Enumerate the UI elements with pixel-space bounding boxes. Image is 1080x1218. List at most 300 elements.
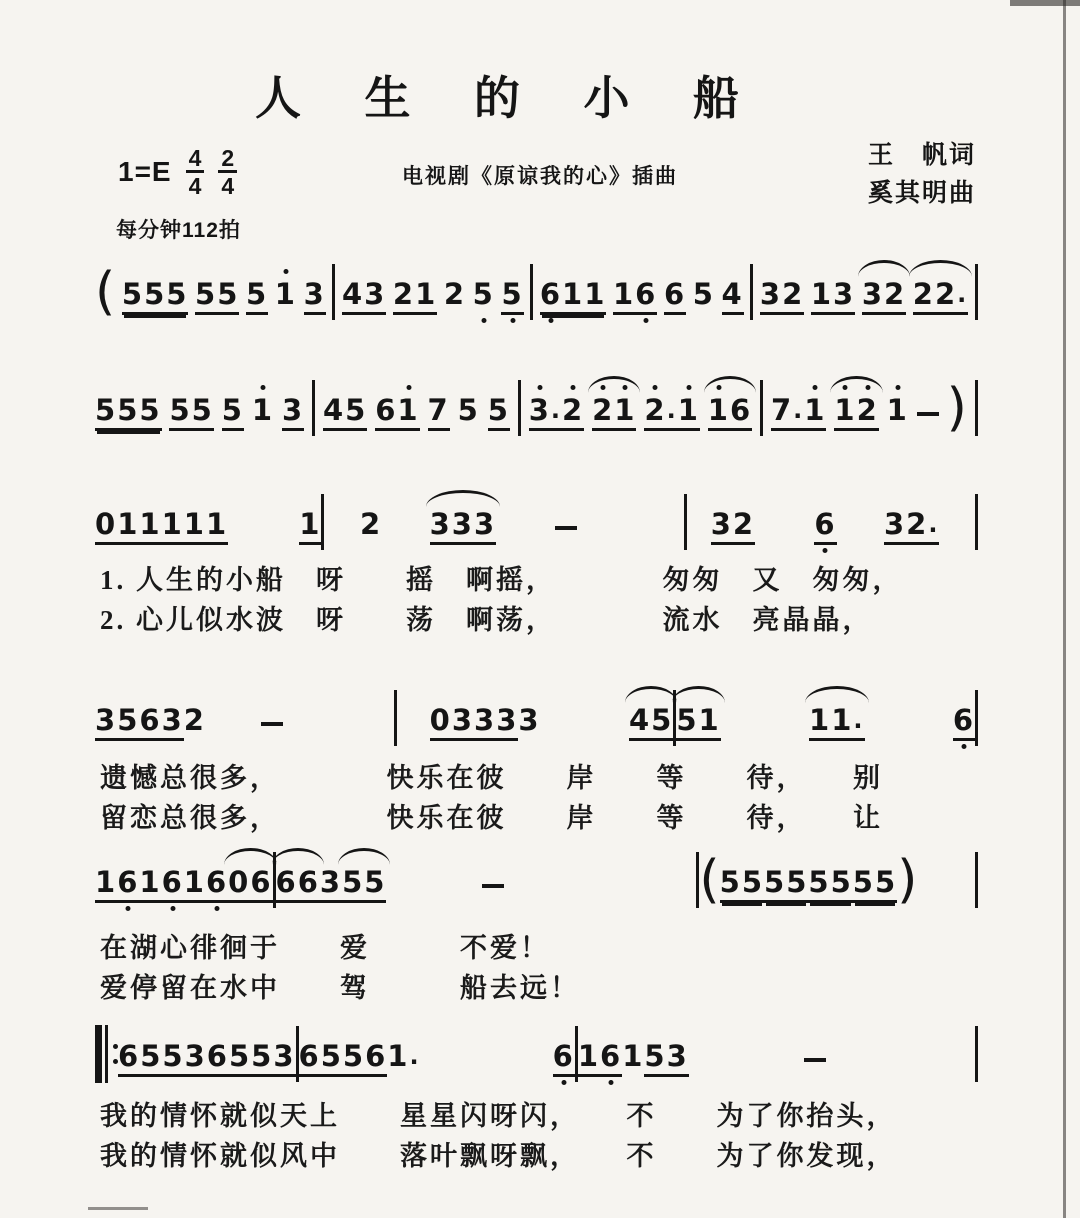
note-digits	[228, 866, 272, 903]
note-digit: 5	[852, 865, 875, 899]
dash-note	[482, 884, 504, 888]
music-line-2	[95, 374, 978, 458]
music-line-6	[95, 1020, 978, 1104]
low-octave-dot	[961, 744, 966, 749]
note-digit: 5	[195, 277, 218, 311]
note-group	[814, 488, 836, 545]
note-digit: 3	[883, 507, 907, 541]
note-group	[887, 374, 909, 426]
high-octave-dot	[406, 385, 411, 390]
note-group	[518, 684, 540, 736]
note-group	[222, 374, 244, 431]
note-group	[342, 258, 386, 315]
note-group	[722, 258, 744, 315]
slur-arc	[858, 260, 910, 277]
note-digit: 3	[273, 1039, 296, 1073]
note-group	[428, 374, 450, 431]
note-group	[139, 846, 183, 903]
note-digits	[708, 394, 752, 431]
note-group	[809, 684, 865, 741]
note-digit: 3	[529, 394, 551, 426]
note-digit: 4	[341, 277, 365, 311]
note-digit: 1	[299, 507, 322, 541]
note-digit: 5	[217, 277, 240, 311]
note-digit: 1	[678, 394, 700, 426]
lyrics-block-4	[100, 1096, 990, 1176]
low-octave-dot	[609, 1080, 614, 1085]
note-digits	[430, 508, 497, 545]
note-group	[473, 258, 495, 310]
note-digits	[474, 704, 518, 741]
high-octave-dot	[716, 385, 721, 390]
note-group	[195, 258, 239, 315]
note-digit: 2	[592, 394, 614, 426]
note-digit: 3	[451, 703, 475, 737]
note-digit: 5	[95, 393, 118, 427]
note-digits	[884, 508, 940, 545]
lyric-line-verse1: 我的情怀就似天上 星星闪呀闪， 不 为了你抬头，	[100, 1101, 897, 1131]
note-digit: 1	[612, 277, 636, 311]
note-digit: 5	[874, 865, 898, 899]
slur-arc	[272, 848, 324, 865]
low-octave-dot	[561, 1080, 566, 1085]
lyric-line-verse2: 我的情怀就似风中 落叶飘呀飘， 不 为了你发现，	[100, 1141, 897, 1171]
note-digits	[299, 508, 321, 545]
augmentation-dot: .	[550, 396, 562, 424]
note-group	[184, 488, 228, 545]
note-group	[95, 374, 162, 431]
song-title: 人 生 的 小 船	[255, 73, 765, 124]
note-digits	[644, 394, 700, 431]
note-digits	[444, 278, 466, 310]
note-group	[95, 684, 139, 741]
note-digit: 5	[320, 1039, 343, 1073]
note-digit: 2	[906, 507, 929, 541]
note-digits	[95, 704, 139, 741]
note-digit: 1	[810, 277, 834, 311]
note-digits	[529, 394, 585, 431]
note-digits	[518, 704, 540, 736]
note-digits	[343, 1040, 387, 1077]
note-digit: 1	[275, 278, 297, 310]
note-digits	[428, 394, 450, 431]
note-digits	[814, 508, 836, 545]
barline	[975, 380, 978, 436]
augmentation-dot: .	[853, 706, 865, 734]
note-digit: 1	[614, 394, 636, 426]
note-digit: 3	[161, 703, 184, 737]
note-digit: 3	[95, 703, 118, 737]
note-digits	[720, 866, 764, 903]
note-group	[592, 374, 636, 431]
note-group	[853, 846, 897, 903]
note-digit: 3	[710, 507, 733, 541]
barline	[760, 380, 763, 436]
note-digit: 5	[644, 1039, 667, 1073]
note-group	[207, 1020, 251, 1077]
slur-arc	[909, 260, 973, 277]
note-digit: 5	[651, 703, 674, 737]
note-group	[676, 684, 720, 741]
barline	[975, 852, 978, 908]
note-group	[228, 846, 272, 903]
note-digit: 2	[183, 703, 206, 737]
barline	[312, 380, 315, 436]
note-group	[184, 846, 228, 903]
low-octave-dot	[215, 906, 220, 911]
note-digit: 2	[912, 277, 935, 311]
note-group	[282, 374, 304, 431]
note-digits	[764, 866, 808, 903]
note-group	[720, 846, 764, 903]
note-digits	[95, 866, 139, 903]
slur-arc	[588, 376, 640, 393]
note-group	[540, 258, 607, 315]
low-octave-dot	[548, 318, 553, 323]
note-group	[343, 1020, 387, 1077]
key-signature: 1=E	[118, 156, 172, 188]
note-group	[299, 1020, 343, 1077]
high-octave-dot	[895, 385, 900, 390]
slur-arc	[426, 490, 501, 507]
high-octave-dot	[813, 385, 818, 390]
slur-arc	[805, 686, 869, 703]
note-digits	[118, 1040, 162, 1077]
note-digit: 6	[206, 1039, 229, 1073]
note-digits	[195, 278, 239, 315]
scan-edge-artifact	[88, 1207, 148, 1210]
time-signature-2-4: $\frac{2}{4}$	[218, 146, 237, 198]
note-group	[430, 488, 497, 545]
barline	[394, 690, 397, 746]
note-digit: 6	[635, 278, 657, 310]
note-digits	[711, 508, 755, 545]
repeat-thin-bar	[105, 1025, 108, 1083]
note-digit: 2	[562, 394, 584, 426]
note-digits	[387, 1040, 420, 1072]
parenthesis: (	[699, 850, 720, 910]
barline	[530, 264, 533, 320]
note-digit: 5	[162, 1039, 185, 1073]
lyric-line-verse1: 遗憾总很多， 快乐在彼 岸 等 待， 别	[100, 763, 883, 793]
note-group	[393, 258, 437, 315]
note-digit: 4	[628, 703, 652, 737]
note-digits	[722, 278, 744, 315]
slur-arc	[704, 376, 756, 393]
note-digit: 6	[375, 393, 398, 427]
note-digits	[664, 278, 686, 315]
note-digit: 6	[553, 1040, 575, 1072]
note-digits	[473, 278, 495, 310]
note-digits	[184, 704, 206, 736]
note-digits	[676, 704, 720, 741]
note-digit: 5	[191, 393, 214, 427]
note-digits	[622, 1040, 644, 1072]
note-digit: 1	[95, 865, 118, 899]
note-digit: 1	[887, 394, 909, 426]
parenthesis: )	[946, 378, 967, 438]
note-digit: 5	[144, 277, 167, 311]
note-digit: 2	[782, 277, 805, 311]
note-digit: 2	[443, 277, 467, 311]
note-digit: 5	[139, 393, 162, 427]
note-digits	[122, 278, 189, 315]
note-digits	[458, 394, 480, 426]
note-digit: 5	[457, 393, 480, 427]
slur-arc	[338, 848, 390, 865]
note-digits	[771, 394, 827, 431]
note-digit: 6	[600, 1040, 622, 1072]
barline	[750, 264, 753, 320]
note-digits	[913, 278, 969, 315]
note-digits	[578, 1040, 622, 1077]
high-octave-dot	[686, 385, 691, 390]
note-digits	[139, 866, 183, 903]
note-digits	[393, 278, 437, 315]
note-digit: 6	[729, 393, 753, 427]
note-group	[304, 258, 326, 315]
low-octave-dot	[823, 548, 828, 553]
dash-note	[261, 722, 283, 726]
note-digits	[184, 508, 228, 545]
dash-note	[917, 412, 939, 416]
note-digits	[95, 394, 162, 431]
note-digit: 6	[275, 865, 298, 899]
barline	[321, 494, 324, 550]
high-octave-dot	[571, 385, 576, 390]
note-digit: 2	[392, 277, 416, 311]
repeat-sign	[95, 1025, 118, 1083]
augmentation-dot: .	[957, 280, 969, 308]
note-digits	[320, 866, 342, 903]
note-group	[629, 684, 673, 741]
note-digit: 1	[415, 277, 438, 311]
note-digits	[834, 394, 878, 431]
note-group	[760, 258, 804, 315]
note-digits	[644, 1040, 688, 1077]
high-octave-dot	[865, 385, 870, 390]
music-line-1	[95, 258, 978, 342]
note-digit: 3	[496, 703, 519, 737]
note-digit: 1	[205, 507, 229, 541]
augmentation-dot: .	[409, 1042, 421, 1070]
note-group	[553, 1020, 575, 1077]
note-digits	[207, 1040, 251, 1077]
note-digit: 5	[786, 865, 809, 899]
note-digit: 6	[117, 866, 139, 898]
barline	[332, 264, 335, 320]
note-digit: 5	[342, 1039, 366, 1073]
note-digit: 5	[117, 393, 140, 427]
note-digit: 3	[861, 277, 885, 311]
note-digits	[811, 278, 855, 315]
note-group	[862, 258, 906, 315]
note-digit: 5	[166, 277, 189, 311]
note-digit: 1	[698, 703, 721, 737]
note-group	[252, 374, 274, 426]
note-digit: 6	[814, 508, 836, 540]
note-digit: 2	[644, 394, 666, 426]
note-digits	[629, 704, 673, 741]
note-digit: 6	[139, 703, 162, 737]
note-group	[275, 258, 297, 310]
note-digit: 5	[364, 865, 387, 899]
note-digit: 5	[345, 393, 368, 427]
note-digit: 5	[808, 865, 831, 899]
note-digit: 6	[206, 866, 228, 898]
note-group	[711, 488, 755, 545]
note-digit: 3	[303, 277, 326, 311]
slur-arc	[625, 686, 677, 703]
note-digits	[360, 508, 382, 540]
barline	[684, 494, 687, 550]
barline	[975, 264, 978, 320]
note-group	[139, 488, 183, 545]
high-octave-dot	[283, 269, 288, 274]
note-digit: 1	[161, 507, 184, 541]
note-digit: 1	[622, 1039, 645, 1073]
note-digits	[760, 278, 804, 315]
note-group	[613, 258, 657, 315]
note-digit: 6	[663, 277, 687, 311]
note-digit: 5	[830, 865, 853, 899]
note-group	[122, 258, 189, 315]
note-digit: 6	[297, 865, 320, 899]
low-octave-dot	[170, 906, 175, 911]
note-digits	[299, 1040, 343, 1077]
slur-arc	[224, 848, 276, 865]
note-digit: 1	[183, 865, 206, 899]
low-octave-dot	[644, 318, 649, 323]
note-digit: 3	[666, 1039, 689, 1073]
note-digits	[501, 278, 523, 315]
note-group	[169, 374, 213, 431]
note-digit: 3	[184, 1039, 207, 1073]
note-digit: 6	[298, 1039, 321, 1073]
high-octave-dot	[623, 385, 628, 390]
parenthesis: (	[95, 262, 116, 322]
note-digit: 2	[359, 507, 383, 541]
note-group	[246, 258, 268, 315]
note-digit: 0	[429, 703, 452, 737]
note-digit: 3	[833, 277, 856, 311]
note-digits	[275, 278, 297, 310]
low-octave-dot	[510, 318, 515, 323]
note-group	[708, 374, 752, 431]
note-digit: 3	[429, 507, 452, 541]
note-group	[529, 374, 585, 431]
note-group	[622, 1020, 644, 1072]
note-digit: 3	[281, 393, 305, 427]
note-digit: 5	[169, 393, 192, 427]
note-digits	[862, 278, 906, 315]
note-digits	[139, 704, 183, 741]
note-digit: 5	[741, 865, 764, 899]
note-digits	[953, 704, 975, 741]
high-octave-dot	[843, 385, 848, 390]
note-digits	[342, 866, 386, 903]
note-digit: 1	[117, 507, 140, 541]
lyrics-block-3	[100, 928, 990, 1008]
lyrics-block-2	[100, 758, 990, 838]
augmentation-dot: .	[793, 396, 805, 424]
note-group	[644, 1020, 688, 1077]
note-digits	[887, 394, 909, 426]
note-digit: 2	[884, 277, 907, 311]
note-digits	[246, 278, 268, 315]
note-group	[578, 1020, 622, 1077]
note-digits	[342, 278, 386, 315]
low-octave-dot	[481, 318, 486, 323]
note-digit: 1	[584, 277, 607, 311]
note-digit: 1	[252, 394, 274, 426]
note-digit: 3	[451, 507, 474, 541]
note-digit: 3	[364, 277, 387, 311]
note-group	[474, 684, 518, 741]
note-digits	[252, 394, 274, 426]
note-group	[251, 1020, 295, 1077]
note-digits	[282, 394, 304, 431]
note-digit: 5	[676, 703, 699, 737]
note-group	[299, 488, 321, 545]
note-digits	[430, 704, 474, 741]
note-digits	[162, 1040, 206, 1077]
barline	[975, 494, 978, 550]
note-digit: 5	[140, 1039, 163, 1073]
note-digit: 1	[834, 394, 856, 426]
lyric-line-verse2: 2. 心儿似水波 呀 荡 啊荡， 流水 亮晶晶，	[100, 605, 873, 635]
composer-credit: 奚其明曲	[867, 179, 976, 207]
note-digit: 5	[246, 277, 269, 311]
note-group	[913, 258, 969, 315]
note-digit: 2	[857, 394, 879, 426]
note-group	[375, 374, 419, 431]
note-digit: 1	[397, 394, 419, 426]
source-subtitle: 电视剧《原谅我的心》插曲	[402, 165, 678, 188]
note-group	[162, 1020, 206, 1077]
note-digit: 5	[473, 278, 495, 310]
note-group	[276, 846, 320, 903]
note-digit: 1	[183, 507, 206, 541]
note-group	[644, 374, 700, 431]
lyric-line-verse2: 爱停留在水中 驾 船去远！	[100, 973, 580, 1003]
note-digit: 6	[365, 1039, 388, 1073]
note-digits	[809, 704, 865, 741]
note-digits	[808, 866, 852, 903]
note-digit: 5	[251, 1039, 274, 1073]
music-line-5	[95, 846, 978, 930]
note-digits	[553, 1040, 575, 1077]
note-digits	[95, 508, 139, 545]
low-octave-dot	[126, 906, 131, 911]
note-digits	[304, 278, 326, 315]
note-digit: 1	[708, 394, 730, 426]
note-digits	[222, 394, 244, 431]
note-digit: 5	[692, 277, 715, 311]
note-group	[387, 1020, 420, 1072]
high-octave-dot	[537, 385, 542, 390]
note-digits	[251, 1040, 295, 1077]
high-octave-dot	[601, 385, 606, 390]
note-group	[458, 374, 480, 426]
lyric-line-verse1: 1. 人生的小船 呀 摇 啊摇， 匆匆 又 匆匆，	[100, 565, 903, 595]
note-group	[184, 684, 206, 736]
note-digit: 5	[221, 393, 244, 427]
note-digit: 3	[474, 703, 497, 737]
note-digits	[276, 866, 320, 903]
note-digit: 4	[322, 393, 346, 427]
augmentation-dot: .	[666, 396, 678, 424]
